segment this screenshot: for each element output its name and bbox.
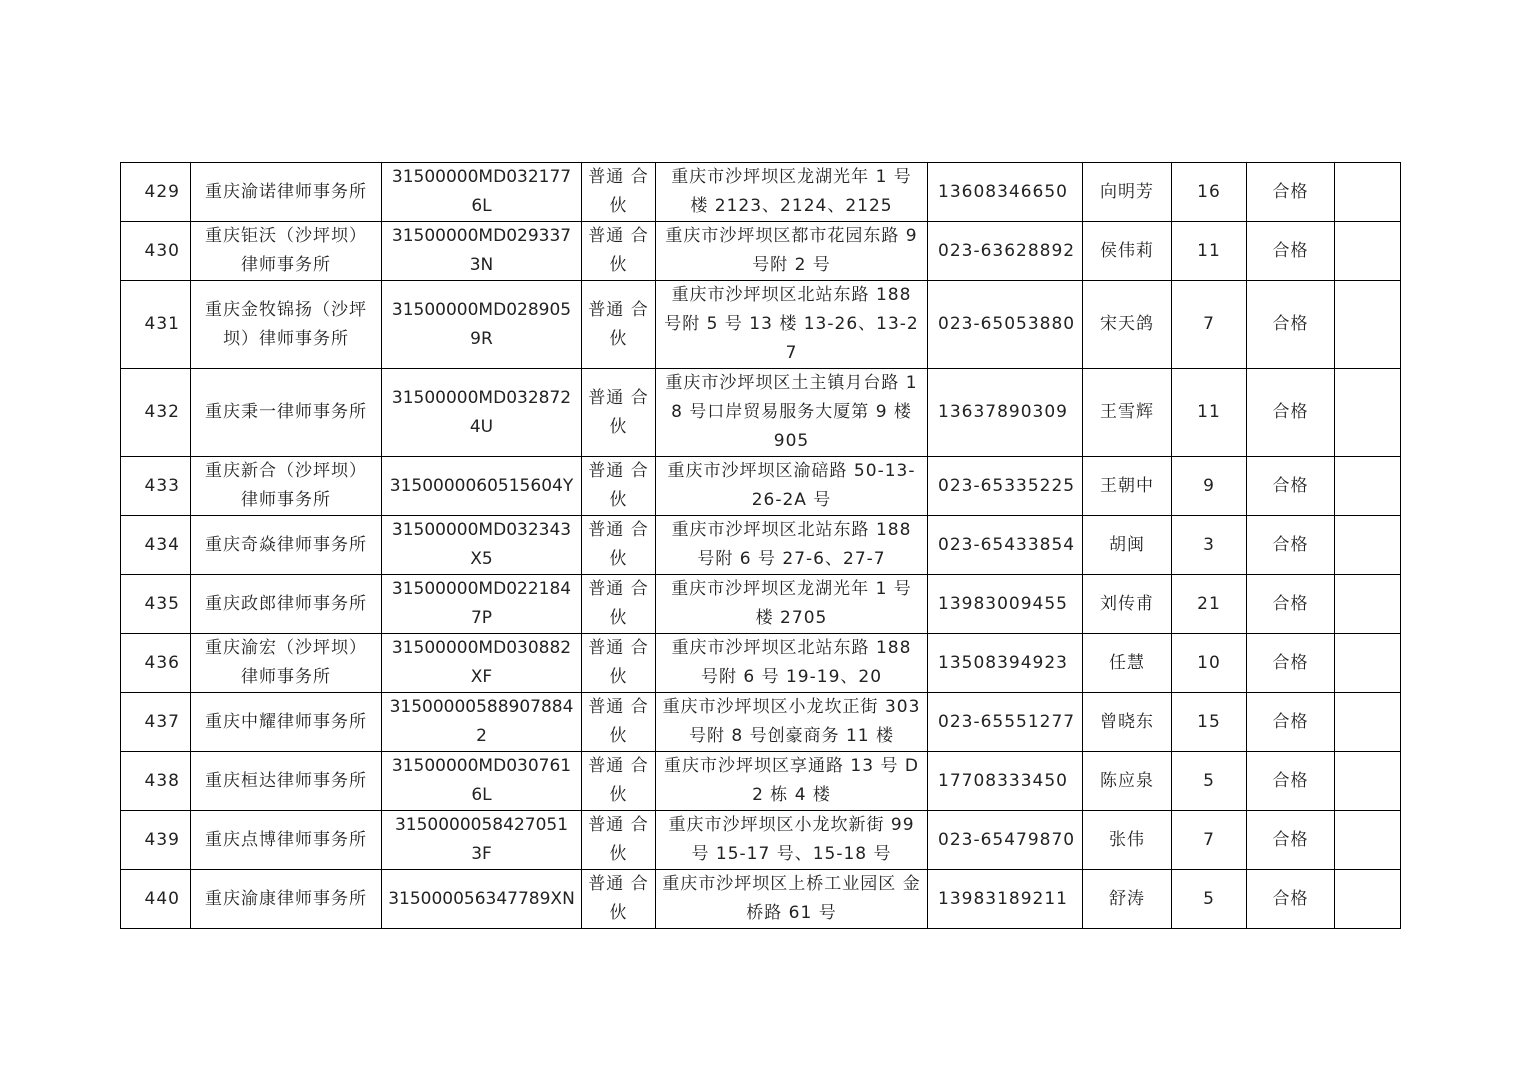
cell-lawyer-count: 15 (1172, 693, 1247, 752)
cell-credit-code: 31500000MD0221847P (382, 575, 582, 634)
cell-result: 合格 (1247, 811, 1335, 870)
cell-leader: 曾晓东 (1083, 693, 1172, 752)
cell-index: 440 (121, 870, 191, 929)
cell-credit-code: 31500000MD0307616L (382, 752, 582, 811)
cell-org-type: 普通 合伙 (582, 369, 656, 457)
cell-result: 合格 (1247, 693, 1335, 752)
table-row (121, 281, 1401, 369)
cell-lawyer-count: 7 (1172, 811, 1247, 870)
cell-lawyer-count: 21 (1172, 575, 1247, 634)
table-row (121, 369, 1401, 457)
cell-index: 439 (121, 811, 191, 870)
cell-phone: 17708333450 (928, 752, 1083, 811)
cell-result: 合格 (1247, 163, 1335, 222)
cell-note (1335, 634, 1401, 693)
cell-address: 重庆市沙坪坝区小龙坎新街 99 号 15-17 号、15-18 号 (656, 811, 928, 870)
cell-lawyer-count: 11 (1172, 369, 1247, 457)
table-row (121, 516, 1401, 575)
cell-index: 429 (121, 163, 191, 222)
cell-org-type: 普通 合伙 (582, 634, 656, 693)
cell-leader: 胡闽 (1083, 516, 1172, 575)
cell-index: 438 (121, 752, 191, 811)
cell-phone: 023-65433854 (928, 516, 1083, 575)
cell-address: 重庆市沙坪坝区龙湖光年 1 号 楼 2123、2124、2125 (656, 163, 928, 222)
cell-address: 重庆市沙坪坝区享通路 13 号 D2 栋 4 楼 (656, 752, 928, 811)
cell-leader: 王朝中 (1083, 457, 1172, 516)
cell-address: 重庆市沙坪坝区北站东路 188 号附 6 号 27-6、27-7 (656, 516, 928, 575)
table-row (121, 870, 1401, 929)
cell-org-type: 普通 合伙 (582, 575, 656, 634)
cell-leader: 任慧 (1083, 634, 1172, 693)
cell-org-type: 普通 合伙 (582, 281, 656, 369)
table-row (121, 222, 1401, 281)
cell-address: 重庆市沙坪坝区上桥工业园区 金桥路 61 号 (656, 870, 928, 929)
cell-note (1335, 281, 1401, 369)
cell-credit-code: 31500000MD0289059R (382, 281, 582, 369)
cell-org-type: 普通 合伙 (582, 870, 656, 929)
cell-address: 重庆市沙坪坝区渝碚路 50-13-26-2A 号 (656, 457, 928, 516)
cell-credit-code: 3150000058427051 3F (382, 811, 582, 870)
cell-lawyer-count: 9 (1172, 457, 1247, 516)
cell-org-type: 普通 合伙 (582, 222, 656, 281)
cell-address: 重庆市沙坪坝区北站东路 188 号附 5 号 13 楼 13-26、13-27 (656, 281, 928, 369)
cell-org-type: 普通 合伙 (582, 811, 656, 870)
cell-phone: 13608346650 (928, 163, 1083, 222)
cell-result: 合格 (1247, 870, 1335, 929)
cell-phone: 13983189211 (928, 870, 1083, 929)
cell-leader: 侯伟莉 (1083, 222, 1172, 281)
cell-lawyer-count: 5 (1172, 870, 1247, 929)
cell-phone: 13637890309 (928, 369, 1083, 457)
cell-lawyer-count: 3 (1172, 516, 1247, 575)
cell-firm-name: 重庆奇焱律师事务所 (191, 516, 382, 575)
cell-credit-code: 31500000MD032343X5 (382, 516, 582, 575)
cell-org-type: 普通 合伙 (582, 457, 656, 516)
cell-leader: 陈应泉 (1083, 752, 1172, 811)
cell-firm-name: 重庆渝诺律师事务所 (191, 163, 382, 222)
cell-leader: 宋天鸽 (1083, 281, 1172, 369)
cell-phone: 13983009455 (928, 575, 1083, 634)
cell-phone: 023-65053880 (928, 281, 1083, 369)
cell-note (1335, 693, 1401, 752)
cell-note (1335, 575, 1401, 634)
cell-lawyer-count: 16 (1172, 163, 1247, 222)
cell-phone: 023-65551277 (928, 693, 1083, 752)
cell-firm-name: 重庆钜沃（沙坪坝） 律师事务所 (191, 222, 382, 281)
cell-note (1335, 457, 1401, 516)
cell-firm-name: 重庆渝宏（沙坪坝） 律师事务所 (191, 634, 382, 693)
cell-address: 重庆市沙坪坝区都市花园东路 9 号附 2 号 (656, 222, 928, 281)
cell-address: 重庆市沙坪坝区土主镇月台路 18 号口岸贸易服务大厦第 9 楼 905 (656, 369, 928, 457)
cell-phone: 023-65335225 (928, 457, 1083, 516)
table-row (121, 457, 1401, 516)
cell-index: 437 (121, 693, 191, 752)
cell-firm-name: 重庆中耀律师事务所 (191, 693, 382, 752)
cell-credit-code: 315000056347789XN (382, 870, 582, 929)
cell-firm-name: 重庆政郎律师事务所 (191, 575, 382, 634)
cell-result: 合格 (1247, 222, 1335, 281)
table-row (121, 811, 1401, 870)
cell-address: 重庆市沙坪坝区北站东路 188 号附 6 号 19-19、20 (656, 634, 928, 693)
cell-index: 435 (121, 575, 191, 634)
cell-leader: 舒涛 (1083, 870, 1172, 929)
cell-lawyer-count: 7 (1172, 281, 1247, 369)
table-row (121, 693, 1401, 752)
cell-firm-name: 重庆新合（沙坪坝） 律师事务所 (191, 457, 382, 516)
cell-index: 434 (121, 516, 191, 575)
cell-index: 432 (121, 369, 191, 457)
cell-note (1335, 369, 1401, 457)
table-row (121, 752, 1401, 811)
cell-index: 431 (121, 281, 191, 369)
cell-phone: 023-65479870 (928, 811, 1083, 870)
cell-firm-name: 重庆秉一律师事务所 (191, 369, 382, 457)
cell-credit-code: 31500000MD0328724U (382, 369, 582, 457)
table-row (121, 634, 1401, 693)
law-firm-registry-table (120, 162, 1401, 929)
cell-address: 重庆市沙坪坝区龙湖光年 1 号 楼 2705 (656, 575, 928, 634)
cell-credit-code: 3150000060515604Y (382, 457, 582, 516)
cell-result: 合格 (1247, 752, 1335, 811)
cell-result: 合格 (1247, 516, 1335, 575)
cell-credit-code: 31500000MD0293373N (382, 222, 582, 281)
cell-index: 433 (121, 457, 191, 516)
cell-phone: 023-63628892 (928, 222, 1083, 281)
cell-note (1335, 752, 1401, 811)
cell-firm-name: 重庆渝康律师事务所 (191, 870, 382, 929)
cell-note (1335, 222, 1401, 281)
cell-result: 合格 (1247, 457, 1335, 516)
cell-result: 合格 (1247, 575, 1335, 634)
cell-firm-name: 重庆桓达律师事务所 (191, 752, 382, 811)
cell-result: 合格 (1247, 369, 1335, 457)
cell-org-type: 普通 合伙 (582, 163, 656, 222)
cell-result: 合格 (1247, 634, 1335, 693)
cell-note (1335, 163, 1401, 222)
cell-note (1335, 516, 1401, 575)
cell-credit-code: 31500000MD030882XF (382, 634, 582, 693)
table-row (121, 163, 1401, 222)
cell-lawyer-count: 10 (1172, 634, 1247, 693)
cell-phone: 13508394923 (928, 634, 1083, 693)
cell-credit-code: 31500000MD0321776L (382, 163, 582, 222)
cell-lawyer-count: 11 (1172, 222, 1247, 281)
cell-lawyer-count: 5 (1172, 752, 1247, 811)
cell-firm-name: 重庆金牧锦扬（沙坪 坝）律师事务所 (191, 281, 382, 369)
cell-result: 合格 (1247, 281, 1335, 369)
cell-org-type: 普通 合伙 (582, 693, 656, 752)
cell-index: 436 (121, 634, 191, 693)
cell-note (1335, 811, 1401, 870)
cell-org-type: 普通 合伙 (582, 752, 656, 811)
cell-leader: 向明芳 (1083, 163, 1172, 222)
cell-leader: 张伟 (1083, 811, 1172, 870)
cell-firm-name: 重庆点博律师事务所 (191, 811, 382, 870)
cell-address: 重庆市沙坪坝区小龙坎正街 303 号附 8 号创豪商务 11 楼 (656, 693, 928, 752)
table-row (121, 575, 1401, 634)
cell-leader: 刘传甫 (1083, 575, 1172, 634)
cell-note (1335, 870, 1401, 929)
cell-org-type: 普通 合伙 (582, 516, 656, 575)
cell-leader: 王雪辉 (1083, 369, 1172, 457)
cell-credit-code: 315000005889078842 (382, 693, 582, 752)
cell-index: 430 (121, 222, 191, 281)
